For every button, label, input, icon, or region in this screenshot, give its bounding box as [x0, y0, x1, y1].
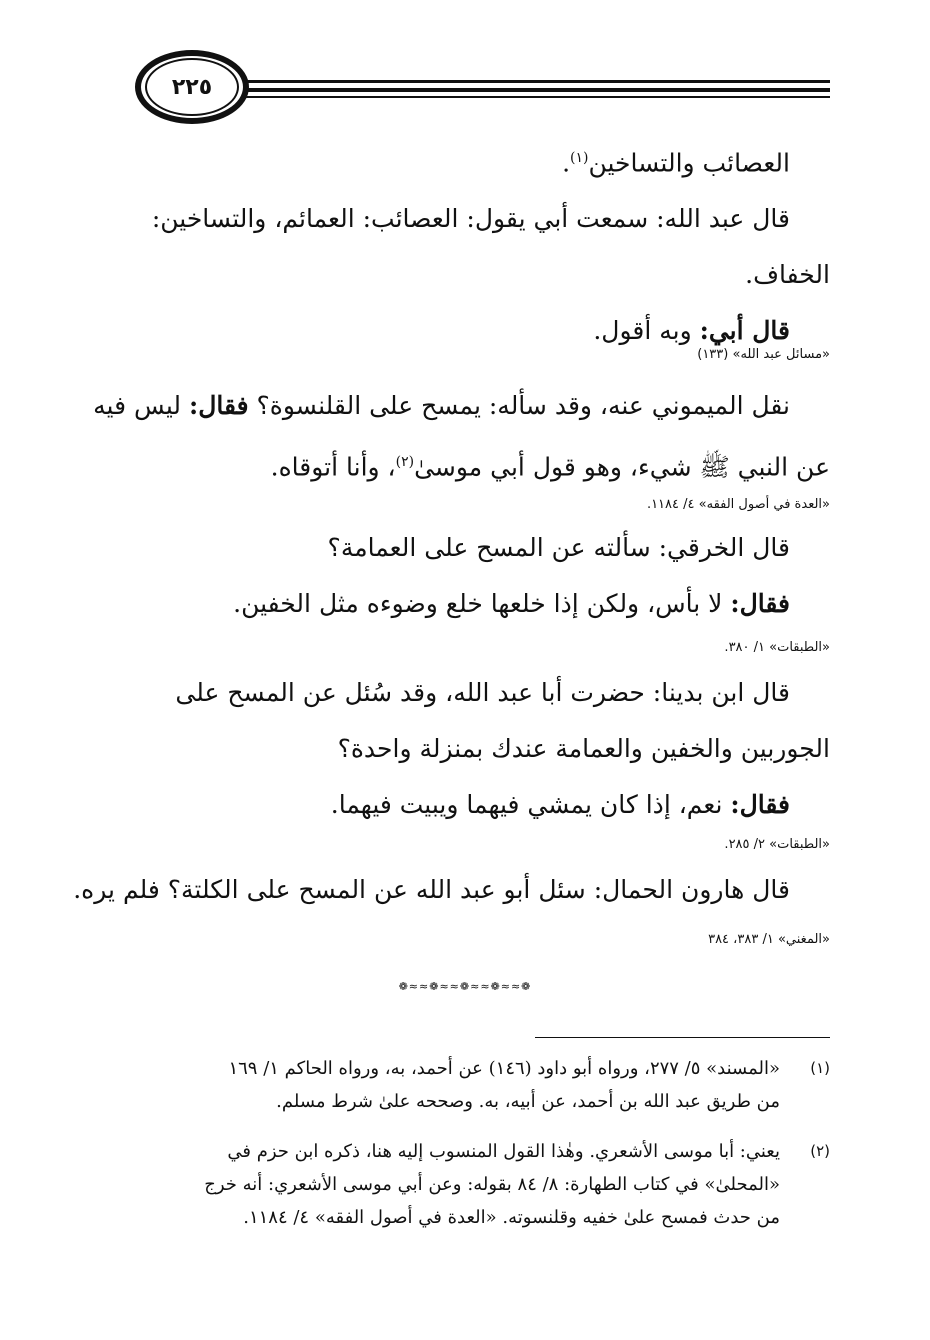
source-citation: «المغني» ١/ ٣٨٣، ٣٨٤ — [708, 932, 830, 947]
source-citation: «الطبقات» ٢/ ٢٨٥. — [724, 837, 830, 852]
text-line: عن النبي ﷺ شيء، وهو قول أبي موسىٰ$^{(٢)}$، وأنا أتوقاه. — [270, 452, 830, 482]
text-line: قال هارون الحمال: سئل أبو عبد الله عن المسح على الكلتة؟ فلم يره. — [73, 875, 790, 904]
footnote-line: «المحلىٰ» في كتاب الطهارة: ٨/ ٨٤ بقوله: وعن أبي موسى الأشعري: أنه خرج — [204, 1174, 780, 1195]
header-rule — [200, 80, 830, 83]
main-text — [105, 665, 830, 833]
main-text — [93, 378, 830, 495]
footnote-ref[interactable]: (٢) — [395, 454, 415, 470]
source-citation: «العدة في أصول الفقه» ٤/ ١١٨٤. — [646, 497, 830, 512]
text-line: قال أبي: وبه أقول. — [593, 316, 790, 346]
text-line: العصائب والتساخين$^{(١)}$. — [562, 148, 790, 178]
footnote-number: (٢) — [810, 1142, 830, 1160]
footnote-line: يعني: أبا موسى الأشعري. وهٰذا القول المنسوب إليه هنا، ذكره ابن حزم في — [227, 1141, 780, 1162]
main-text — [73, 862, 830, 918]
footnote-line: من حدث فمسح علىٰ خفيه وقلنسوته. «العدة في أصول الفقه» ٤/ ١١٨٤. — [243, 1207, 780, 1228]
footnote — [105, 1052, 830, 1118]
text-line: قال ابن بدينا: حضرت أبا عبد الله، وقد سُئل عن المسح على — [175, 678, 790, 707]
footnote-line: «المسند» ٥/ ٢٧٧، ورواه أبو داود (١٤٦) عن أحمد، به، ورواه الحاكم ١/ ١٦٩ — [228, 1058, 780, 1079]
section-ornament: ❁≈≈❁≈≈❁≈≈❁≈≈❁ — [398, 980, 532, 993]
footnote-ref[interactable]: (١) — [570, 150, 589, 166]
text-line: فقال: نعم، إذا كان يمشي فيهما ويبيت فيهما. — [330, 790, 790, 819]
footnote — [105, 1135, 830, 1234]
text-line: قال عبد الله: سمعت أبي يقول: العصائب: العمائم، والتساخين: — [151, 204, 790, 234]
text-line: الجوربين والخفين والعمامة عندك بمنزلة واحدة؟ — [337, 734, 830, 763]
source-citation: «الطبقات» ١/ ٣٨٠. — [724, 640, 830, 655]
footnote-line: من طريق عبد الله بن أحمد، عن أبيه، به. وصححه علىٰ شرط مسلم. — [276, 1091, 780, 1112]
footnote-number: (١) — [810, 1059, 830, 1077]
header-rule — [200, 96, 830, 98]
text-line: فقال: لا بأس، ولكن إذا خلعها خلع وضوءه مثل الخفين. — [233, 589, 790, 618]
text-line: الخفاف. — [745, 260, 830, 290]
page-number-badge — [135, 50, 249, 124]
header-rule — [200, 88, 830, 92]
text-line: نقل الميموني عنه، وقد سأله: يمسح على القلنسوة؟ فقال: ليس فيه — [93, 391, 790, 420]
source-citation: «مسائل عبد الله» (١٣٣) — [697, 347, 830, 362]
page-header — [100, 50, 830, 130]
main-text — [105, 130, 830, 359]
text-line: قال الخرقي: سألته عن المسح على العمامة؟ — [327, 533, 790, 562]
footnote-rule — [535, 1037, 830, 1038]
main-text — [105, 520, 830, 632]
page-number: ٢٢٥ — [145, 58, 239, 116]
